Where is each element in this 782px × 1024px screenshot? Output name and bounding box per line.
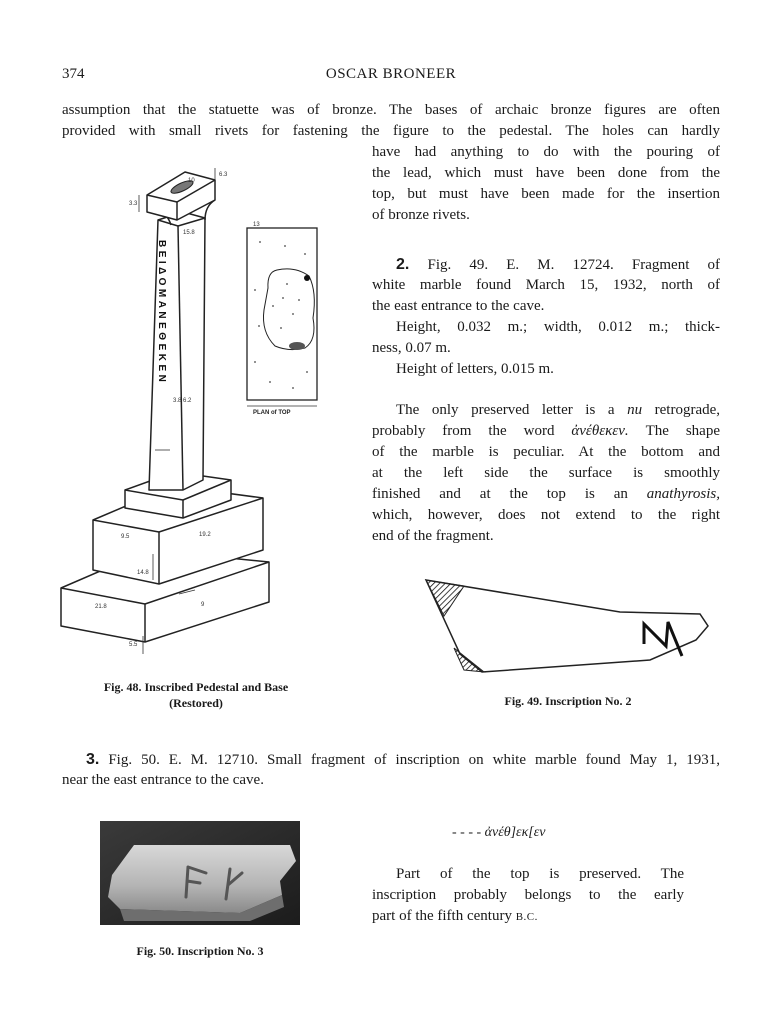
fig48-dim-label: 15.8 — [183, 230, 195, 236]
fig48-dim-label: 6.3 — [219, 172, 228, 178]
page-number: 374 — [62, 66, 85, 82]
entry2-line-5: ness, 0.07 m. — [372, 340, 451, 356]
entry3-line-1: 3. Fig. 50. E. M. 12710. Small fragment of inscription on white marble found May 1, 1931, — [86, 751, 720, 768]
entry2-line-6: Height of letters, 0.015 m. — [396, 361, 554, 377]
fig48-inscription: ΒΕΙΔΟΜΑΝΕΘΕΚΕΝ — [156, 240, 167, 386]
fig48-caption-line-2: (Restored) — [169, 696, 223, 710]
intro-line-5: top, but must have been made for the insertion — [372, 186, 720, 202]
fig48-pedestal-drawing — [55, 150, 385, 680]
intro-line-6: of bronze rivets. — [372, 207, 470, 223]
entry3-para-line-2: inscription probably belongs to the early — [372, 887, 684, 903]
entry2-para2-line-5: finished and at the top is an anathyrosis, — [372, 486, 720, 502]
fig48-dim-label: 5.5 — [129, 642, 138, 648]
entry2-para2-line-3: of the marble is peculiar. At the bottom and — [372, 444, 720, 460]
entry2-line-1: 2. Fig. 49. E. M. 12724. Fragment of — [396, 256, 721, 273]
entry2-para2-line-7: end of the fragment. — [372, 528, 494, 544]
fig50-caption: Fig. 50. Inscription No. 3 — [136, 944, 264, 958]
fig48-dim-label: 3.3 — [129, 201, 138, 207]
intro-line-2: provided with small rivets for fastening the figure to the pedestal. The holes can hardly — [62, 123, 720, 139]
entry2-para2-line-1: The only preserved letter is a nu retrograde, — [396, 402, 721, 418]
entry2-para2-line-4: at the left side the surface is smoothly — [372, 465, 720, 481]
fig48-dim-label: 19.2 — [199, 532, 211, 538]
entry3-para-line-3: part of the fifth century B.C. — [372, 908, 538, 924]
fig48-dim-label: 6.2 — [183, 398, 192, 404]
entry2-number: 2. — [396, 256, 410, 273]
entry3-line-2: near the east entrance to the cave. — [62, 772, 264, 788]
fig49-fragment-drawing — [420, 574, 720, 680]
fig49-caption: Fig. 49. Inscription No. 2 — [504, 694, 632, 708]
entry2-para2-line-6: which, however, does not extend to the right — [372, 507, 720, 523]
fig48-dim-label: 14.8 — [137, 570, 149, 576]
fig48-dim-label: 9.5 — [121, 534, 130, 540]
entry2-line-4: Height, 0.032 m.; width, 0.012 m.; thick- — [396, 319, 720, 335]
fig48-dim-label: 3.8 — [173, 398, 182, 404]
fig48-dim-label: 13 — [253, 222, 260, 228]
running-title: OSCAR BRONEER — [325, 66, 457, 82]
fig48-dim-label: 9 — [201, 602, 205, 608]
fig48-plan-label: PLAN of TOP — [253, 410, 291, 416]
entry2-para2-line-2: probably from the word ἀνέθεκεν. The shape — [372, 423, 720, 439]
fig48-caption-line-1: Fig. 48. Inscribed Pedestal and Base — [103, 680, 289, 694]
fig48-dim-label: 21.8 — [95, 604, 107, 610]
intro-line-1: assumption that the statuette was of bronze. The bases of archaic bronze figures are often — [62, 102, 720, 118]
entry3-greek-text: - - - - ἀνέθ]εκ[εν — [452, 825, 546, 840]
entry2-line-2: white marble found March 15, 1932, north of — [372, 277, 720, 293]
intro-line-3: have had anything to do with the pouring of — [372, 144, 720, 160]
fig48-dim-label: 10 — [188, 178, 195, 184]
intro-line-4: the lead, which must have been done from the — [372, 165, 720, 181]
entry2-line-3: the east entrance to the cave. — [372, 298, 545, 314]
entry3-number: 3. — [86, 751, 100, 768]
fig50-photograph — [100, 821, 300, 925]
entry3-para-line-1: Part of the top is preserved. The — [396, 866, 684, 882]
